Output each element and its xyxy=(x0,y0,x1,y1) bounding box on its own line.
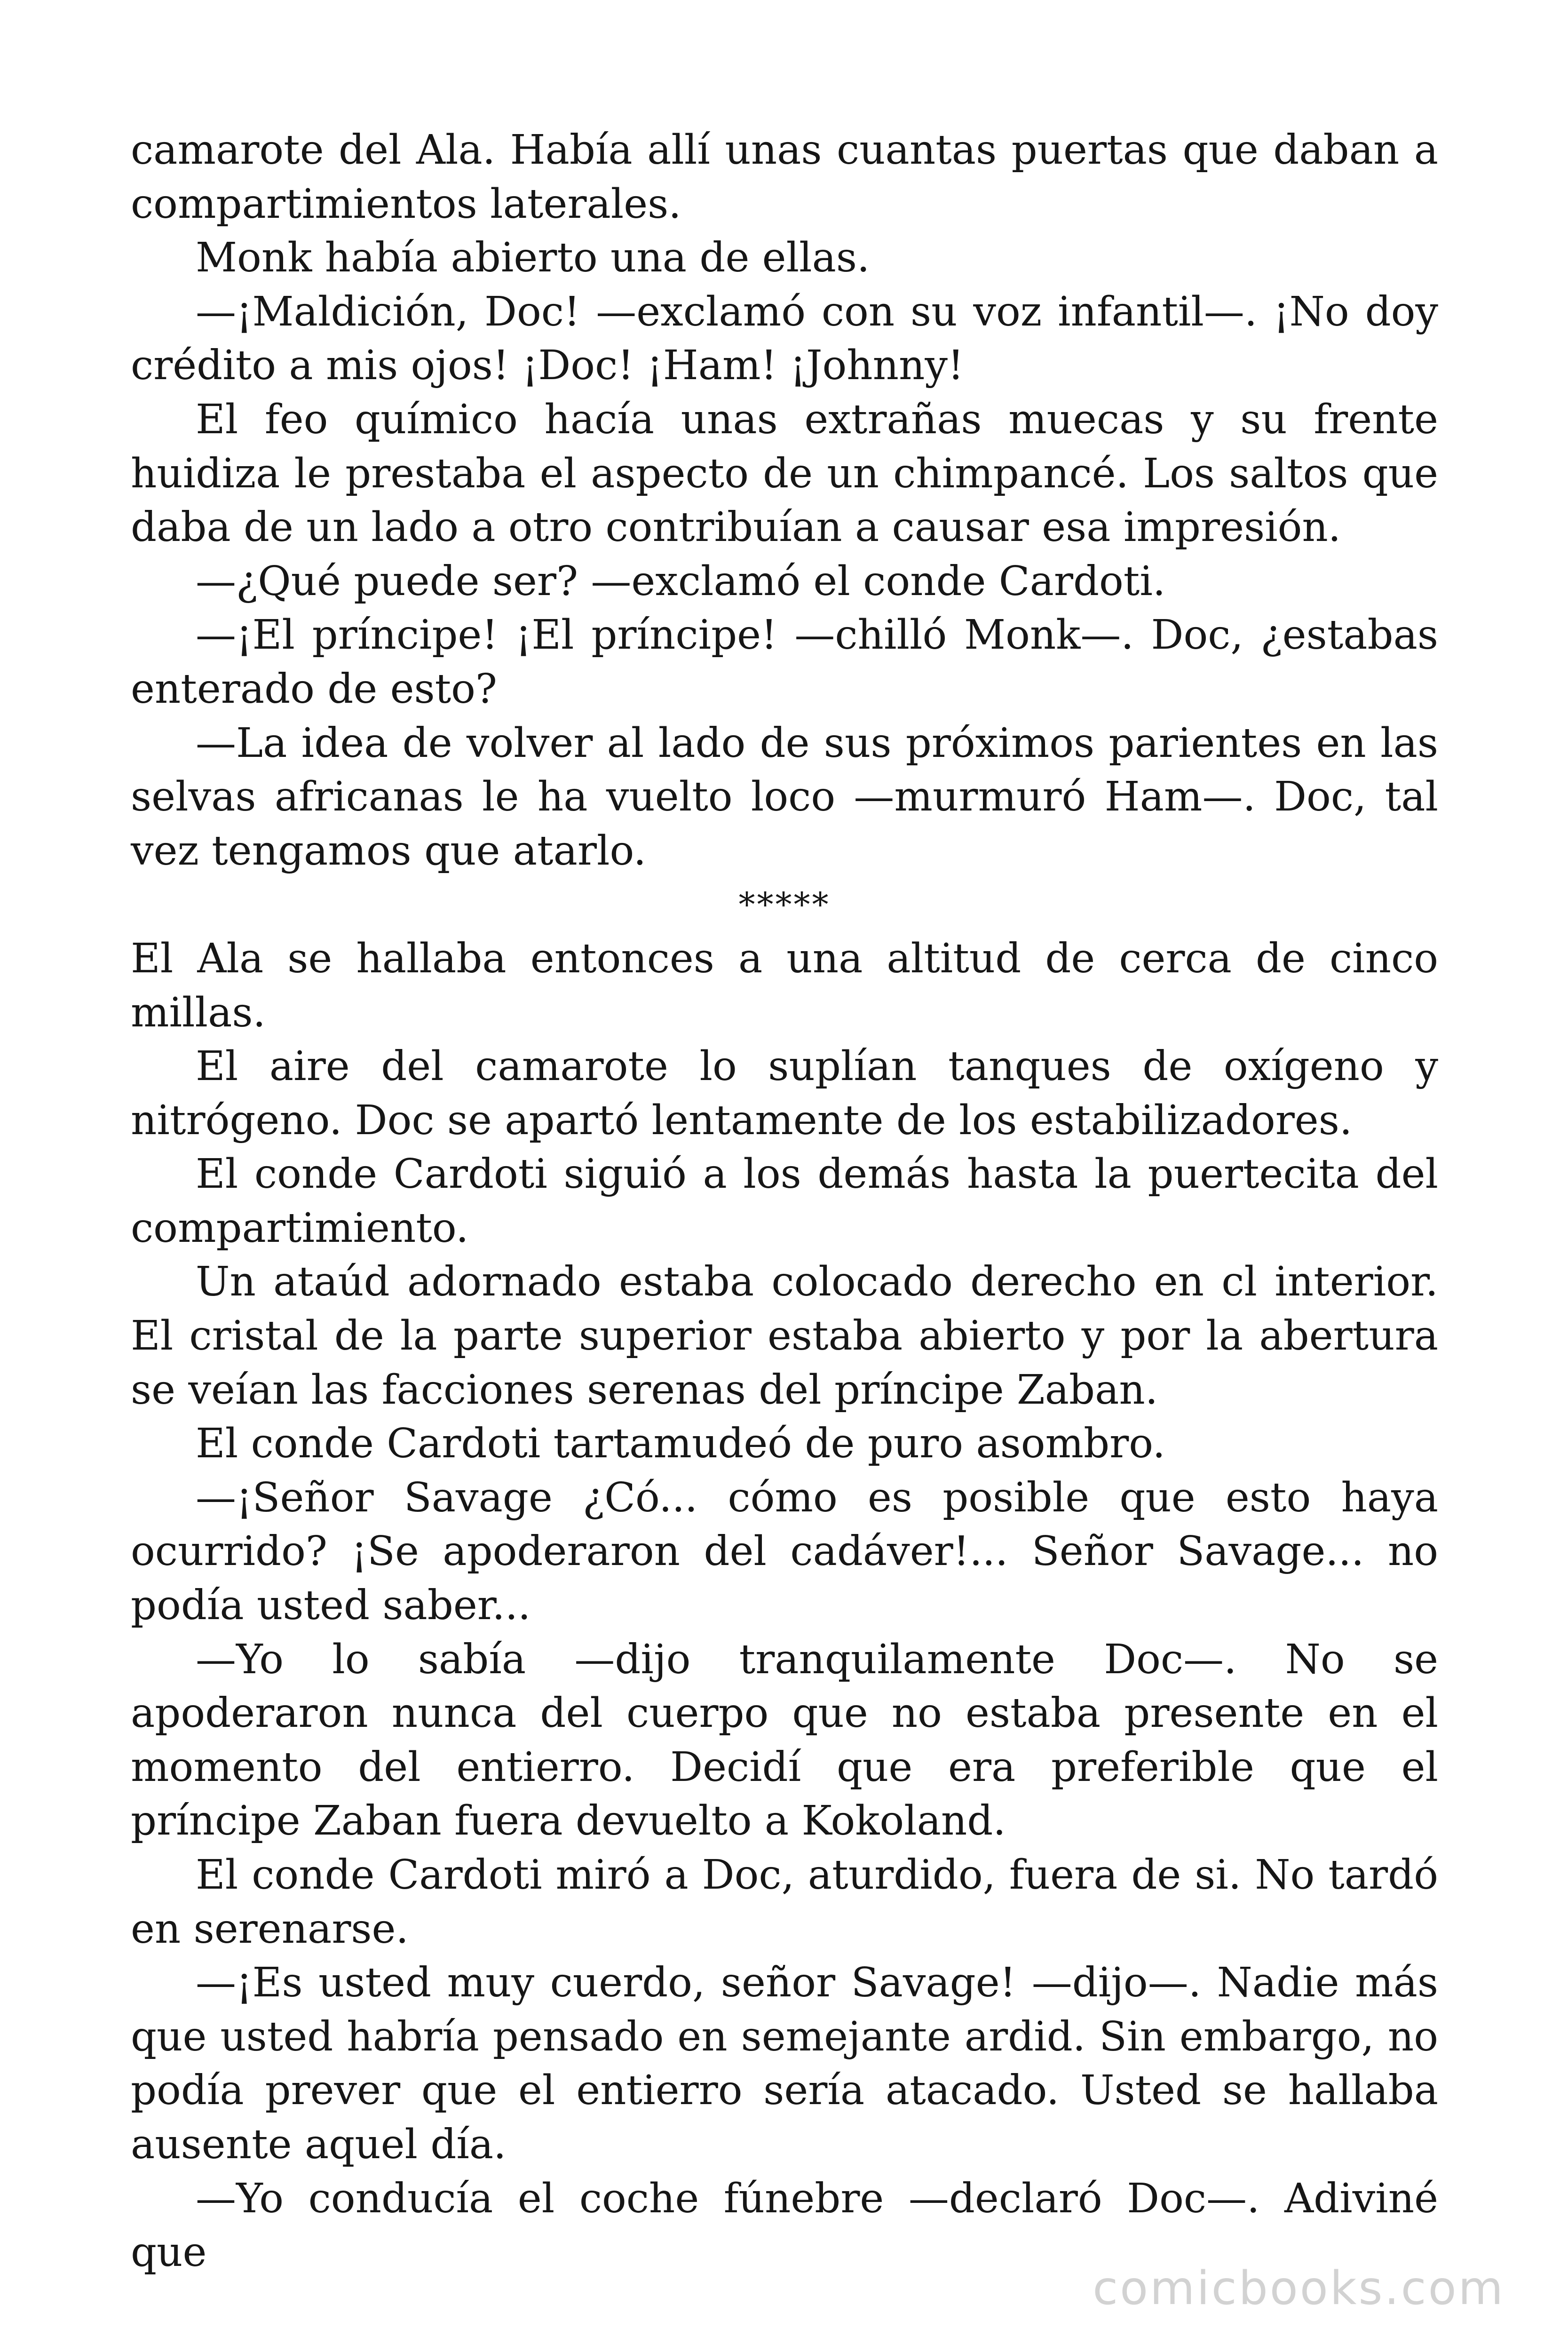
watermark: comicbooks.com xyxy=(1093,2262,1505,2315)
paragraph: —La idea de volver al lado de sus próximos parientes en las selvas africanas le ha vuelto loco —murmuró Ham—. Doc, tal vez tengamos que atarlo. xyxy=(131,719,1438,874)
paragraph: El conde Cardoti miró a Doc, aturdido, fuera de si. No tardó en serenarse. xyxy=(131,1851,1438,1953)
paragraph: Monk había abierto una de ellas. xyxy=(196,234,870,282)
paragraph: —¡Maldición, Doc! —exclamó con su voz infantil—. ¡No doy crédito a mis ojos! ¡Doc! ¡Ham! ¡Johnny! xyxy=(131,288,1438,389)
paragraph: El Ala se hallaba entonces a una altitud de cerca de cinco millas. xyxy=(131,935,1438,1036)
paragraph: —Yo lo sabía —dijo tranquilamente Doc—. No se apoderaron nunca del cuerpo que no estaba presente en el momento del entierro. Decidí que era preferible que el príncipe Zaban fuera devuelto a Kokoland. xyxy=(131,1636,1438,1845)
paragraph: El conde Cardoti tartamudeó de puro asombro. xyxy=(196,1420,1165,1468)
page-text xyxy=(131,123,1438,2280)
paragraph: El conde Cardoti siguió a los demás hasta la puertecita del compartimiento. xyxy=(131,1151,1438,1252)
paragraph: —¡El príncipe! ¡El príncipe! —chilló Monk—. Doc, ¿estabas enterado de esto? xyxy=(131,612,1438,713)
paragraph: El aire del camarote lo suplían tanques de oxígeno y nitrógeno. Doc se apartó lentamente de los estabilizadores. xyxy=(131,1043,1438,1144)
paragraph: camarote del Ala. Había allí unas cuantas puertas que daban a compartimientos laterales. xyxy=(131,127,1438,228)
paragraph: —¿Qué puede ser? —exclamó el conde Cardoti. xyxy=(196,557,1166,605)
section-separator: ***** xyxy=(738,885,831,924)
paragraph-continued: —Yo conducía el coche fúnebre —declaró Doc—. Adiviné que xyxy=(131,2175,1438,2276)
paragraph: El feo químico hacía unas extrañas muecas y su frente huidiza le prestaba el aspecto de un chimpancé. Los saltos que daba de un lado a otro contribuían a causar esa impresión. xyxy=(131,396,1438,551)
paragraph: —¡Señor Savage ¿Có... cómo es posible que esto haya ocurrido? ¡Se apoderaron del cadáver!... Señor Savage... no podía usted saber... xyxy=(131,1474,1438,1629)
paragraph: Un ataúd adornado estaba colocado derecho en cl interior. El cristal de la parte superior estaba abierto y por la abertura se veían las facciones serenas del príncipe Zaban. xyxy=(131,1258,1438,1414)
paragraph: —¡Es usted muy cuerdo, señor Savage! —dijo—. Nadie más que usted habría pensado en semejante ardid. Sin embargo, no podía prever que el entierro sería atacado. Usted se hallaba ausente aquel día. xyxy=(131,1959,1438,2168)
